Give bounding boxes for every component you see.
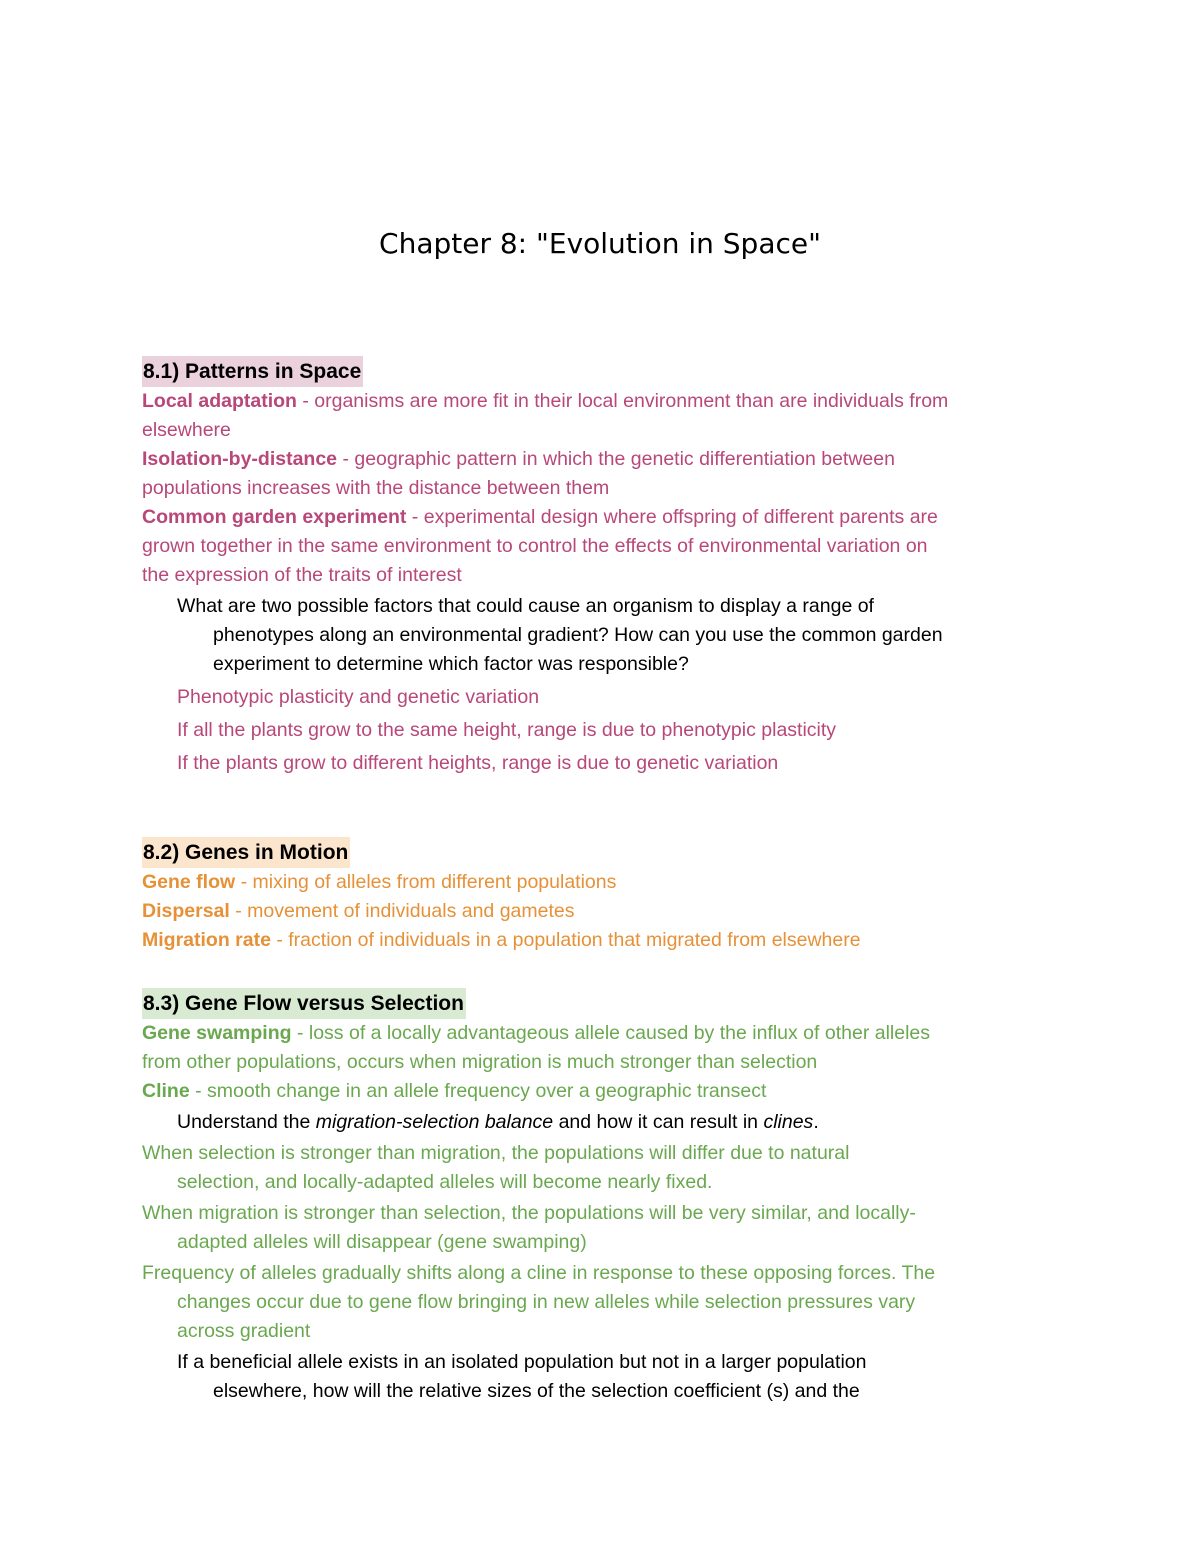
section-8-1 — [142, 356, 1062, 778]
definition-dispersal — [142, 897, 1062, 926]
answer-line: When migration is stronger than selection, the populations will be very similar, and locally- — [142, 1202, 916, 1224]
prompt-text: Understand the — [177, 1111, 316, 1133]
prompt-text: . — [813, 1111, 819, 1133]
term: Cline — [142, 1080, 190, 1102]
answer-line: When selection is stronger than migration, the populations will differ due to natural — [142, 1142, 850, 1164]
definition-gene-swamping — [142, 1019, 1062, 1048]
term: Common garden experiment — [142, 506, 407, 528]
term: Gene swamping — [142, 1022, 292, 1044]
definition-migration-rate — [142, 926, 1062, 955]
prompt-text: and how it can result in — [553, 1111, 764, 1133]
answer-line: across gradient — [177, 1320, 311, 1342]
definition-continuation: populations increases with the distance between them — [142, 477, 610, 499]
prompt-line — [142, 1108, 1062, 1137]
definition-text: - organisms are more fit in their local environment than are individuals from — [296, 390, 949, 412]
definition-continuation: the expression of the traits of interest — [142, 564, 462, 586]
section-heading: 8.1) Patterns in Space — [142, 356, 363, 387]
definition-text: - mixing of alleles from different populations — [235, 871, 617, 893]
definition-cline — [142, 1077, 1062, 1106]
answer-line: adapted alleles will disappear (gene swamping) — [177, 1231, 587, 1253]
answer-line: changes occur due to gene flow bringing in new alleles while selection pressures vary — [177, 1291, 916, 1313]
answer-line: If the plants grow to different heights, range is due to genetic variation — [177, 752, 779, 774]
term: Isolation-by-distance — [142, 448, 338, 470]
answer-line: Frequency of alleles gradually shifts along a cline in response to these opposing forces. The — [142, 1262, 936, 1284]
term: Local adaptation — [142, 390, 297, 412]
question-line: If a beneficial allele exists in an isolated population but not in a larger population — [177, 1351, 867, 1373]
section-heading-row — [142, 837, 1062, 868]
term: Migration rate — [142, 929, 271, 951]
prompt-emphasis: clines — [763, 1111, 814, 1133]
definition-gene-flow — [142, 868, 1062, 897]
definition-text: - movement of individuals and gametes — [229, 900, 575, 922]
term: Dispersal — [142, 900, 230, 922]
question-line: What are two possible factors that could cause an organism to display a range of — [177, 595, 874, 617]
question-line: experiment to determine which factor was responsible? — [213, 653, 689, 675]
definition-common-garden-experiment — [142, 503, 1062, 532]
definition-continuation: from other populations, occurs when migration is much stronger than selection — [142, 1051, 818, 1073]
section-heading: 8.3) Gene Flow versus Selection — [142, 988, 466, 1019]
definition-text: - experimental design where offspring of different parents are — [406, 506, 938, 528]
term: Gene flow — [142, 871, 236, 893]
answer-line: If all the plants grow to the same height, range is due to phenotypic plasticity — [177, 719, 837, 741]
definition-continuation: grown together in the same environment to control the effects of environmental variation on — [142, 535, 928, 557]
answer-line: Phenotypic plasticity and genetic variation — [177, 686, 540, 708]
question-line: elsewhere, how will the relative sizes of the selection coefficient (s) and the — [213, 1380, 860, 1402]
definition-text: - geographic pattern in which the genetic differentiation between — [337, 448, 895, 470]
definition-isolation-by-distance — [142, 445, 1062, 474]
chapter-title: Chapter 8: "Evolution in Space" — [379, 227, 821, 260]
definition-text: - fraction of individuals in a population that migrated from elsewhere — [270, 929, 861, 951]
section-8-2 — [142, 837, 1062, 955]
question-line: phenotypes along an environmental gradient? How can you use the common garden — [213, 624, 943, 646]
answer-line: selection, and locally-adapted alleles will become nearly fixed. — [177, 1171, 713, 1193]
section-heading-row — [142, 988, 1062, 1019]
section-heading-row — [142, 356, 1062, 387]
definition-continuation: elsewhere — [142, 419, 231, 441]
definition-text: - loss of a locally advantageous allele caused by the influx of other alleles — [291, 1022, 931, 1044]
section-8-3 — [142, 988, 1062, 1406]
definition-local-adaptation — [142, 387, 1062, 416]
prompt-emphasis: migration-selection balance — [315, 1111, 554, 1133]
section-heading: 8.2) Genes in Motion — [142, 837, 350, 868]
definition-text: - smooth change in an allele frequency over a geographic transect — [189, 1080, 767, 1102]
